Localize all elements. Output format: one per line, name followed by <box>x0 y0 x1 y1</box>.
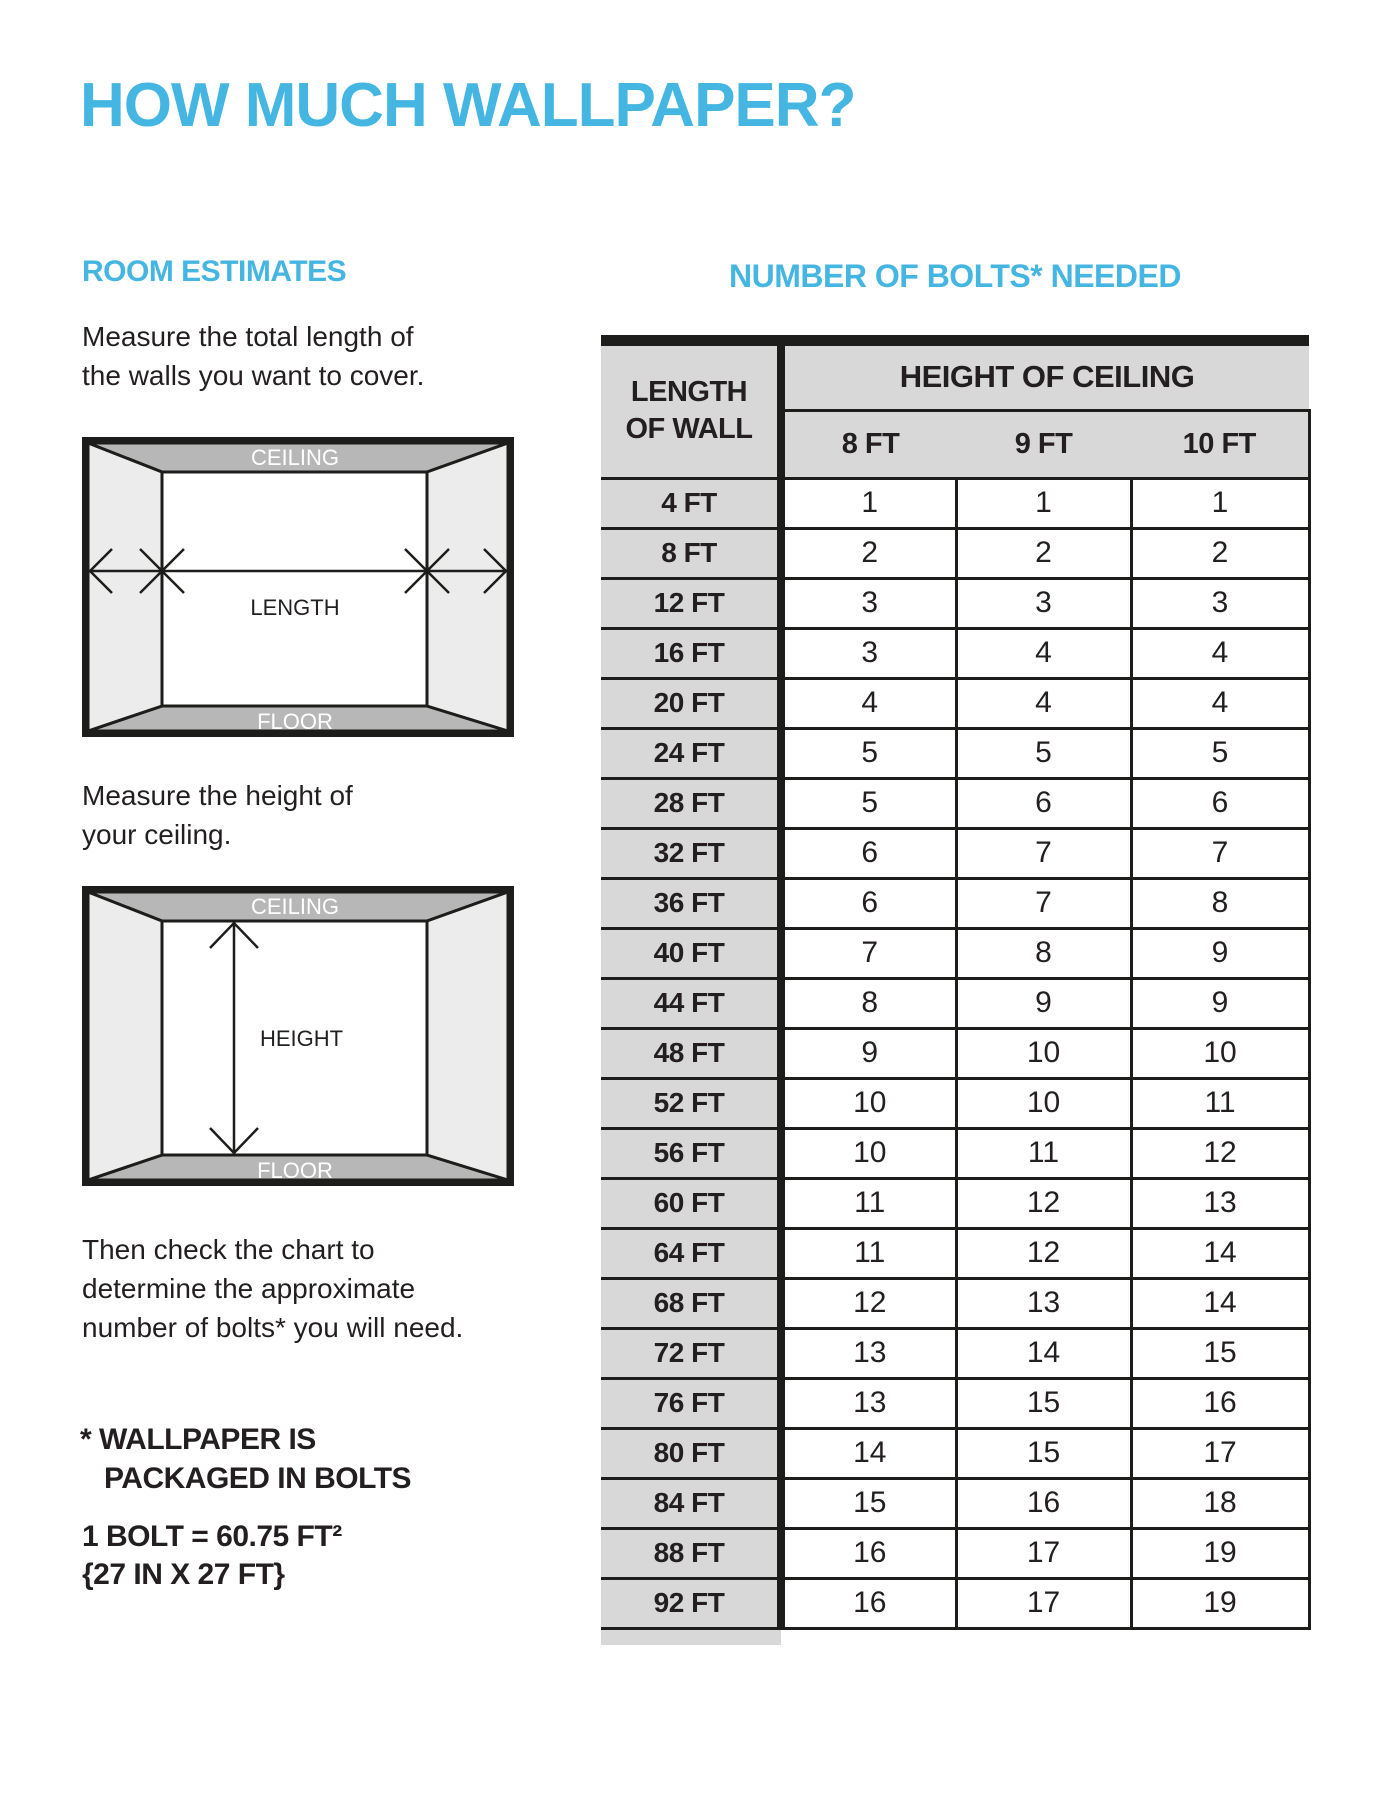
wall-length-label: 32 FT <box>601 828 781 878</box>
footnote-line1: * WALLPAPER IS <box>80 1423 316 1456</box>
wall-length-label: 44 FT <box>601 978 781 1028</box>
bolt-count-cell: 5 <box>956 728 1131 778</box>
wall-length-label: 40 FT <box>601 928 781 978</box>
wall-length-label: 88 FT <box>601 1528 781 1578</box>
bolt-count-cell: 6 <box>1131 778 1309 828</box>
step3-line1: Then check the chart to <box>82 1234 375 1265</box>
bolt-count-cell: 16 <box>781 1528 956 1578</box>
bolt-count-cell: 6 <box>781 878 956 928</box>
length-label: LENGTH <box>250 595 340 620</box>
table-row <box>601 1528 1309 1578</box>
left-wall <box>88 443 162 731</box>
bolt-count-cell: 4 <box>956 678 1131 728</box>
bolt-count-cell: 9 <box>781 1028 956 1078</box>
table-row <box>601 1378 1309 1428</box>
table-header-row-1 <box>601 346 1309 410</box>
bolt-count-cell: 11 <box>1131 1078 1309 1128</box>
bolt-count-cell: 12 <box>956 1178 1131 1228</box>
bolt-count-cell: 12 <box>781 1278 956 1328</box>
bolt-size-line2: {27 IN X 27 FT} <box>82 1558 285 1591</box>
step3-line2: determine the approximate <box>82 1273 416 1304</box>
bolt-count-cell: 14 <box>1131 1278 1309 1328</box>
bolt-count-cell: 12 <box>1131 1128 1309 1178</box>
bolt-count-cell: 10 <box>781 1128 956 1178</box>
length-of-wall-header <box>601 346 781 478</box>
wall-length-label: 76 FT <box>601 1378 781 1428</box>
bolt-count-cell: 4 <box>1131 678 1309 728</box>
bolt-count-cell: 14 <box>1131 1228 1309 1278</box>
table-row <box>601 978 1309 1028</box>
table-row <box>601 1578 1309 1628</box>
table-row <box>601 1178 1309 1228</box>
step1-line1: Measure the total length of <box>82 321 414 352</box>
table-row <box>601 728 1309 778</box>
bolt-count-cell: 8 <box>781 978 956 1028</box>
bolt-count-cell: 3 <box>781 578 956 628</box>
floor-label: FLOOR <box>257 1158 333 1183</box>
bolt-count-cell: 16 <box>1131 1378 1309 1428</box>
bolt-count-cell: 13 <box>956 1278 1131 1328</box>
height-diagram <box>82 886 514 1186</box>
table-bottom-stub <box>601 1630 781 1645</box>
bolt-count-cell: 12 <box>956 1228 1131 1278</box>
length-diagram <box>82 437 514 737</box>
bolt-count-cell: 2 <box>1131 528 1309 578</box>
bolt-count-cell: 16 <box>781 1578 956 1628</box>
bolts-table-heading: NUMBER OF BOLTS* NEEDED <box>729 258 1181 294</box>
right-wall <box>427 443 508 731</box>
wall-length-label: 24 FT <box>601 728 781 778</box>
bolt-count-cell: 8 <box>956 928 1131 978</box>
bolt-count-cell: 11 <box>956 1128 1131 1178</box>
bolt-count-cell: 10 <box>956 1078 1131 1128</box>
bolt-count-cell: 2 <box>956 528 1131 578</box>
wall-length-label: 60 FT <box>601 1178 781 1228</box>
bolt-count-cell: 14 <box>956 1328 1131 1378</box>
bolts-table-body <box>601 478 1309 1628</box>
bolts-table <box>601 346 1311 1630</box>
bolt-count-cell: 13 <box>1131 1178 1309 1228</box>
page-title: HOW MUCH WALLPAPER? <box>80 71 856 140</box>
bolt-count-cell: 11 <box>781 1178 956 1228</box>
bolt-count-cell: 17 <box>1131 1428 1309 1478</box>
step2-instructions <box>82 776 353 854</box>
bolt-count-cell: 19 <box>1131 1578 1309 1628</box>
bolt-count-cell: 4 <box>1131 628 1309 678</box>
table-row <box>601 1228 1309 1278</box>
bolt-count-cell: 2 <box>781 528 956 578</box>
bolt-count-cell: 7 <box>956 828 1131 878</box>
bolt-count-cell: 1 <box>1131 478 1309 528</box>
table-row <box>601 478 1309 528</box>
table-row <box>601 1428 1309 1478</box>
table-row <box>601 778 1309 828</box>
step3-line3: number of bolts* you will need. <box>82 1312 464 1343</box>
bolt-size-info <box>82 1518 342 1594</box>
step1-line2: the walls you want to cover. <box>82 360 425 391</box>
ceiling-label: CEILING <box>250 445 340 470</box>
table-row <box>601 1078 1309 1128</box>
bolt-count-cell: 3 <box>781 628 956 678</box>
wall-length-label: 80 FT <box>601 1428 781 1478</box>
bolt-count-cell: 15 <box>1131 1328 1309 1378</box>
wall-length-label: 28 FT <box>601 778 781 828</box>
height-label: HEIGHT <box>260 1026 344 1051</box>
bolt-count-cell: 15 <box>956 1378 1131 1428</box>
wall-length-label: 48 FT <box>601 1028 781 1078</box>
bolt-count-cell: 1 <box>781 478 956 528</box>
bolt-count-cell: 7 <box>1131 828 1309 878</box>
height-of-ceiling-header: HEIGHT OF CEILING <box>781 346 1309 410</box>
wall-length-label: 20 FT <box>601 678 781 728</box>
table-row <box>601 928 1309 978</box>
bolt-count-cell: 7 <box>956 878 1131 928</box>
table-row <box>601 1028 1309 1078</box>
table-row <box>601 628 1309 678</box>
wall-length-label: 68 FT <box>601 1278 781 1328</box>
bolt-count-cell: 1 <box>956 478 1131 528</box>
wall-length-label: 4 FT <box>601 478 781 528</box>
wall-length-label: 16 FT <box>601 628 781 678</box>
wall-length-label: 56 FT <box>601 1128 781 1178</box>
bolt-count-cell: 5 <box>1131 728 1309 778</box>
bolt-count-cell: 6 <box>956 778 1131 828</box>
bolt-count-cell: 17 <box>956 1578 1131 1628</box>
wall-length-label: 12 FT <box>601 578 781 628</box>
bolt-count-cell: 4 <box>781 678 956 728</box>
bolt-count-cell: 6 <box>781 828 956 878</box>
floor-label: FLOOR <box>257 709 333 734</box>
bolt-count-cell: 15 <box>781 1478 956 1528</box>
table-top-bar <box>601 335 1309 346</box>
bolt-count-cell: 19 <box>1131 1528 1309 1578</box>
bolt-count-cell: 15 <box>956 1428 1131 1478</box>
bolt-count-cell: 7 <box>781 928 956 978</box>
length-header-line2: OF WALL <box>625 413 753 446</box>
bolt-count-cell: 17 <box>956 1528 1131 1578</box>
table-row <box>601 528 1309 578</box>
bolt-count-cell: 9 <box>956 978 1131 1028</box>
step1-instructions <box>82 317 424 395</box>
bolt-count-cell: 11 <box>781 1228 956 1278</box>
back-wall <box>162 472 427 706</box>
table-row <box>601 578 1309 628</box>
bolt-count-cell: 13 <box>781 1378 956 1428</box>
step2-line2: your ceiling. <box>82 819 232 850</box>
bolts-footnote <box>80 1420 411 1498</box>
bolt-count-cell: 14 <box>781 1428 956 1478</box>
column-header-8ft: 8 FT <box>781 410 956 478</box>
bolt-count-cell: 5 <box>781 728 956 778</box>
bolt-count-cell: 9 <box>1131 978 1309 1028</box>
bolt-count-cell: 5 <box>781 778 956 828</box>
wall-length-label: 64 FT <box>601 1228 781 1278</box>
table-row <box>601 1478 1309 1528</box>
table-row <box>601 878 1309 928</box>
room-estimates-heading: ROOM ESTIMATES <box>82 255 347 288</box>
bolt-count-cell: 10 <box>1131 1028 1309 1078</box>
bolt-count-cell: 13 <box>781 1328 956 1378</box>
bolt-count-cell: 9 <box>1131 928 1309 978</box>
wall-length-label: 52 FT <box>601 1078 781 1128</box>
left-wall <box>88 892 162 1180</box>
bolt-count-cell: 3 <box>1131 578 1309 628</box>
ceiling-label: CEILING <box>250 894 340 919</box>
table-row <box>601 828 1309 878</box>
bolt-size-line1: 1 BOLT = 60.75 FT² <box>82 1520 342 1553</box>
table-row <box>601 1128 1309 1178</box>
column-header-10ft: 10 FT <box>1131 410 1309 478</box>
bolt-count-cell: 18 <box>1131 1478 1309 1528</box>
bolt-count-cell: 16 <box>956 1478 1131 1528</box>
length-header-line1: LENGTH <box>630 375 748 408</box>
wall-length-label: 8 FT <box>601 528 781 578</box>
right-wall <box>427 892 508 1180</box>
bolt-count-cell: 8 <box>1131 878 1309 928</box>
bolt-count-cell: 10 <box>781 1078 956 1128</box>
step2-line1: Measure the height of <box>82 780 353 811</box>
bolt-count-cell: 3 <box>956 578 1131 628</box>
column-header-9ft: 9 FT <box>956 410 1131 478</box>
wall-length-label: 92 FT <box>601 1578 781 1628</box>
wall-length-label: 84 FT <box>601 1478 781 1528</box>
table-row <box>601 1278 1309 1328</box>
footnote-line2: PACKAGED IN BOLTS <box>104 1462 412 1495</box>
wall-length-label: 72 FT <box>601 1328 781 1378</box>
table-row <box>601 678 1309 728</box>
table-row <box>601 1328 1309 1378</box>
step3-instructions <box>82 1230 463 1347</box>
bolt-count-cell: 10 <box>956 1028 1131 1078</box>
bolts-table-container <box>601 335 1309 1645</box>
wall-length-label: 36 FT <box>601 878 781 928</box>
bolt-count-cell: 4 <box>956 628 1131 678</box>
